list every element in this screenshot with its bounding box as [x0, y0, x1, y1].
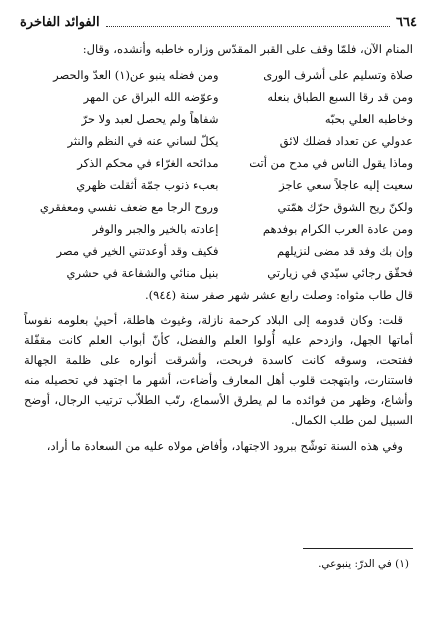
verse-second-hemistich: فكيف وقد أوعدتني الخير في مصر — [56, 244, 219, 258]
footnote-separator — [303, 548, 413, 549]
verse-row — [24, 152, 413, 174]
verse-row — [24, 240, 413, 262]
verse-first-hemistich: وخاطبه العلي بحبّه — [324, 112, 413, 126]
poem-closing-note: قال طاب مثواه: وصلت رابع عشر شهر صفر سنة (٩٤٤). — [144, 288, 413, 302]
verse-second-hemistich: مدائحه الغرّاء في محكم الذكر — [77, 156, 219, 170]
verse-first-hemistich: ومن عادة العرب الكرام بوفدهم — [262, 222, 413, 236]
verse-second-hemistich: بنيل منائي والشفاعة في حشري — [66, 266, 219, 280]
verse-second-hemistich: ومن فضله ينبو عن(١) العدّ والحصر — [53, 68, 219, 82]
poem-verses — [24, 64, 413, 284]
verse-first-hemistich: وإن بك وفد قد مضى لنزيلهم — [277, 244, 413, 258]
verse-first-hemistich: سعيت إليه عاجلاً سعي عاجز — [279, 178, 413, 192]
verse-row — [24, 218, 413, 240]
page-body — [24, 40, 413, 462]
header-dotted-leader — [106, 18, 390, 27]
verse-first-hemistich: وماذا يقول الناس في مدح من أتت — [249, 156, 413, 170]
verse-first-hemistich: عدولي عن تعداد فضلك لائق — [279, 134, 413, 148]
intro-line: المنام الآن، فلمّا وقف على القبر المقدّس وزاره خاطبه وأنشده، وقال: — [82, 42, 413, 56]
body-paragraph: وفي هذه السنة توشّح ببرود الاجتهاد، وأفاض مولاه عليه من السعادة ما أراد، — [46, 439, 403, 453]
page-number: ٦٦٤ — [396, 14, 417, 30]
verse-second-hemistich: شفاهاً ولم يحصل لعبد ولا حرّ — [81, 112, 219, 126]
verse-second-hemistich: يكلّ لساني عنه في النظم والنثر — [67, 134, 219, 148]
verse-row — [24, 196, 413, 218]
verse-row — [24, 108, 413, 130]
body-paragraph: قلت: وكان قدومه إلى البلاد كرحمة نازلة، وغيوث هاطلة، أحييٰ بعلومه نفوساً أماتها الجهل، وازدحم عليه أُولوا العلم والفضل، كأنّ أبواب العلم كانت مقفّلة ففتحت، وسوقه كانت كاسدة فربحت، وأشرقت أنواره على ظلمة الجهالة فاستنارت، وابتهجت قلوب أهل المعارف وأضاءت، أشهر ما اجتهد في تحصيله منه وأشاع، وظهر من فوائده ما لم يطرق الأسماع، رتّب الطلاّب ترتيب الرجال، أوضح السبيل لمن طلب الكمال. — [24, 313, 413, 427]
verse-first-hemistich: فحقّق رجائي سيّدي في زيارتي — [267, 266, 413, 280]
footnote: (١) في الدرّ: ينبوعي. — [318, 558, 409, 570]
verse-first-hemistich: ولكنّ ريح الشوق حرّك همّتي — [277, 200, 413, 214]
verse-first-hemistich: ومن قد رقا السبع الطباق بنعله — [267, 90, 413, 104]
verse-row — [24, 262, 413, 284]
book-title: الفوائد الفاخرة — [20, 14, 100, 30]
verse-row — [24, 130, 413, 152]
verse-second-hemistich: بعبء ذنوب جمّة أثقلت ظهري — [76, 178, 219, 192]
verse-row — [24, 174, 413, 196]
verse-second-hemistich: وعوّضه الله البراق عن المهر — [83, 90, 219, 104]
verse-row — [24, 86, 413, 108]
page-header — [20, 12, 417, 32]
verse-second-hemistich: إعادته بالخير والجبر والوفر — [92, 222, 219, 236]
verse-row — [24, 64, 413, 86]
verse-second-hemistich: وروح الرجا مع ضعف نفسي ومعفقري — [39, 200, 219, 214]
verse-first-hemistich: صلاة وتسليم على أشرف الورى — [263, 68, 413, 82]
